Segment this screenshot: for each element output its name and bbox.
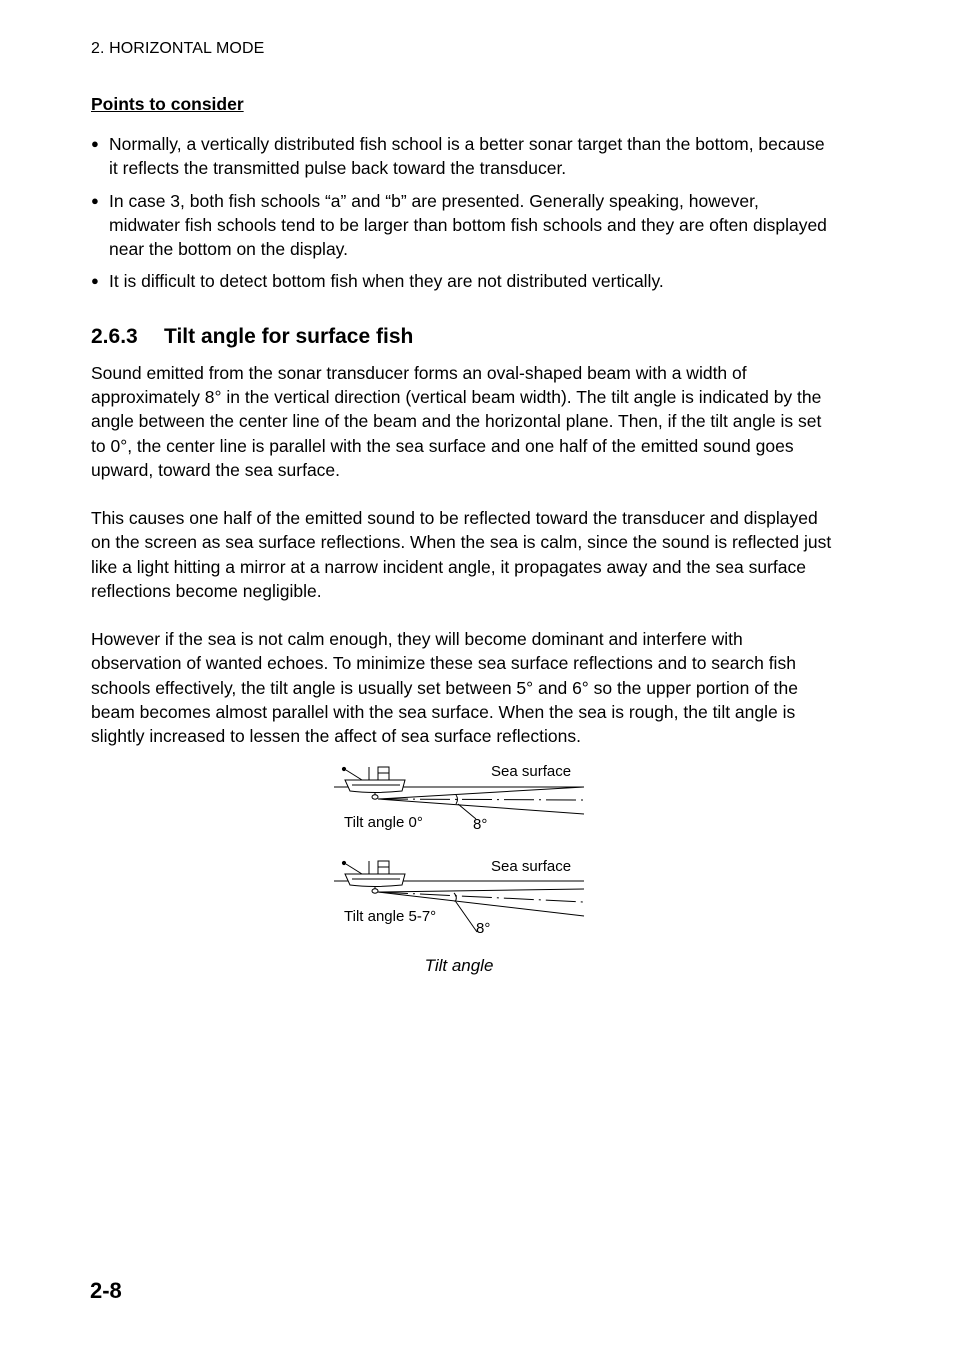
paragraph: This causes one half of the emitted sound to be reflected toward the transducer and displayed on the screen as sea surface reflections. When the sea is calm, since the sound is reflected just like a light hitting a mirror at a narrow incident angle, it propagates away and the sea surface reflections become negligible. <box>91 508 832 601</box>
beam-width-label: 8° <box>476 920 491 937</box>
beam-center-line <box>378 892 584 902</box>
list-item <box>91 269 831 293</box>
section-number: 2.6.3 <box>91 325 138 348</box>
sea-surface-label: Sea surface <box>491 858 572 875</box>
beam-upper-edge <box>378 787 584 799</box>
section-heading <box>91 324 413 350</box>
points-heading: Points to consider <box>91 94 244 114</box>
beam-lower-edge <box>378 799 584 814</box>
tilt-angle-figure <box>334 758 594 948</box>
bullet-icon: ● <box>91 136 99 151</box>
section-title: Tilt angle for surface fish <box>164 325 414 348</box>
beam-center-line <box>378 799 584 800</box>
tilt-angle-label: Tilt angle 0° <box>344 814 423 831</box>
boat-icon <box>342 767 405 799</box>
list-item-text: In case 3, both fish schools “a” and “b” are presented. Generally speaking, however, midwater fish schools tend to be larger than bottom fish schools and they are often displayed near the bottom on the display. <box>109 190 827 260</box>
beam-upper-edge <box>378 889 584 892</box>
page-number: 2-8 <box>90 1278 122 1303</box>
bullet-icon: ● <box>91 192 99 208</box>
running-header: 2. HORIZONTAL MODE <box>91 40 265 57</box>
list-item-text: Normally, a vertically distributed fish school is a better sonar target than the bottom, because it reflects the transmitted pulse back toward the transducer. <box>109 134 825 179</box>
figure-caption: Tilt angle <box>424 956 494 975</box>
points-list <box>91 132 831 302</box>
paragraph: However if the sea is not calm enough, they will become dominant and interfere with observation of wanted echoes. To minimize these sea surface reflections and to search fish schools effectively, the tilt angle is usually set between 5° and 6° so the upper portion of the beam becomes almost parallel with the sea surface. When the sea is rough, the tilt angle is slightly increased to lessen the affect of sea surface reflections. <box>91 629 798 747</box>
list-item <box>91 132 831 181</box>
tilt-angle-label: Tilt angle 5-7° <box>344 908 437 925</box>
list-item <box>91 189 831 262</box>
sea-surface-label: Sea surface <box>491 763 572 780</box>
boat-icon <box>342 861 405 893</box>
list-item-text: It is difficult to detect bottom fish when they are not distributed vertically. <box>109 271 664 292</box>
section-body <box>91 361 836 772</box>
bullet-icon: ● <box>91 273 99 289</box>
beam-width-label: 8° <box>473 816 488 833</box>
paragraph: Sound emitted from the sonar transducer forms an oval-shaped beam with a width of approximately 8° in the vertical direction (vertical beam width). The tilt angle is indicated by the angle between the center line of the beam and the horizontal plane. Then, if the tilt angle is set to 0°, the center line is parallel with the sea surface and one half of the emitted sound goes upward, toward the sea surface. <box>91 363 822 480</box>
